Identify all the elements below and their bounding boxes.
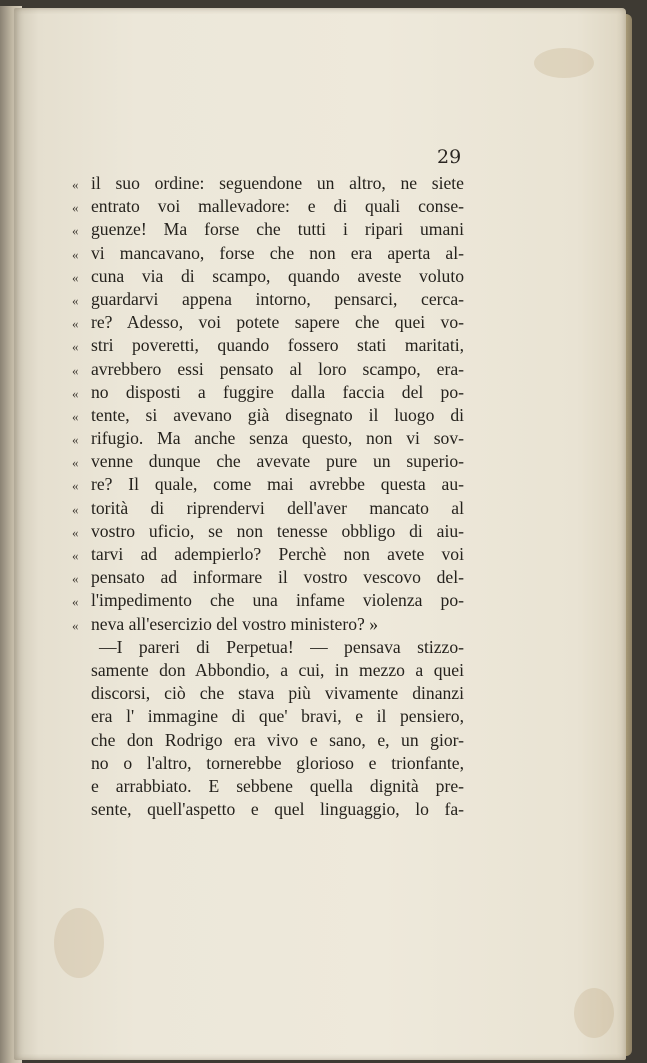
quote-mark: « [72,362,79,378]
text-line [72,265,464,288]
quote-mark: « [72,455,79,471]
line-text: il suo ordine: seguendone un altro, ne siete [91,173,464,193]
quote-mark: « [72,292,79,308]
quote-mark: « [72,177,79,192]
text-line [72,473,464,496]
text-line [72,520,464,543]
text-line [72,195,464,218]
text-line [72,334,464,357]
quote-mark: « [72,316,79,332]
text-line [72,613,464,636]
line-text: venne dunque che avevate pure un superio- [91,451,464,472]
quote-mark: « [72,408,79,424]
quote-mark: « [72,246,79,262]
line-text: —I pareri di Perpetua! — pensava stizzo- [99,636,464,657]
text-line [72,729,464,752]
line-text: vostro uficio, se non tenesse obbligo di aiu- [91,520,464,541]
text-line [72,543,464,566]
text-line [72,311,464,334]
line-text: rifugio. Ma anche senza questo, non vi sov- [91,428,464,449]
line-text: pensato ad informare il vostro vescovo del- [91,567,464,588]
quote-mark: « [72,524,79,540]
quote-mark: « [72,548,79,563]
line-text: tarvi ad adempierlo? Perchè non avete voi [91,544,464,564]
line-text: discorsi, ciò che stava più vivamente dinanzi [91,683,464,704]
paper-stain [54,908,104,978]
quote-mark: « [72,478,79,494]
text-line [72,218,464,241]
text-line [72,775,464,798]
line-text: guenze! Ma forse che tutti i ripari umani [91,219,464,240]
line-text: guardarvi appena intorno, pensarci, cerca- [91,288,464,309]
text-line [72,798,464,821]
text-line [72,450,464,473]
page-number: 29 [437,146,462,168]
text-line [72,404,464,427]
line-text: cuna via di scampo, quando aveste voluto [91,265,464,286]
text-line [72,659,464,682]
line-text: sente, quell'aspetto e quel linguaggio, lo fa- [91,799,464,820]
line-text: avrebbero essi pensato al loro scampo, era- [91,358,464,379]
quote-mark: « [72,223,79,239]
line-text: e arrabbiato. E sebbene quella dignità pre- [91,775,464,796]
line-text: tente, si avevano già disegnato il luogo di [91,404,464,425]
line-text: vi mancavano, forse che non era aperta al- [91,242,464,263]
body-text [72,172,464,821]
text-line [72,636,464,659]
text-line [72,566,464,589]
text-line [72,752,464,775]
line-text: l'impedimento che una infame violenza po- [91,590,464,611]
quote-mark: « [72,269,79,285]
paper-stain [574,988,614,1038]
text-line [72,497,464,520]
quote-mark: « [72,594,79,610]
text-line [72,172,464,195]
line-text: samente don Abbondio, a cui, in mezzo a quei [91,659,464,680]
line-text: no o l'altro, tornerebbe glorioso e trionfante, [91,752,464,773]
quote-mark: « [72,617,79,633]
quote-mark: « [72,200,79,216]
text-line [72,427,464,450]
quote-mark: « [72,432,79,448]
quote-mark: « [72,501,79,517]
line-text: re? Il quale, come mai avrebbe questa au- [91,474,464,495]
paper-stain [534,48,594,78]
text-line [72,705,464,728]
text-line [72,589,464,612]
text-line [72,358,464,381]
text-line [72,242,464,265]
text-line [72,288,464,311]
line-text: che don Rodrigo era vivo e sano, e, un gior- [91,729,464,750]
line-text: torità di riprendervi dell'aver mancato al [91,497,464,518]
line-text: era l' immagine di que' bravi, e il pensiero, [91,706,464,727]
text-line [72,381,464,404]
line-text: stri poveretti, quando fossero stati maritati, [91,335,464,356]
quote-mark: « [72,339,79,355]
text-line [72,682,464,705]
line-text: neva all'esercizio del vostro ministero? » [91,613,379,634]
line-text: entrato voi mallevadore: e di quali conse- [91,196,464,217]
line-text: re? Adesso, voi potete sapere che quei vo- [91,312,464,333]
line-text: no disposti a fuggire dalla faccia del po- [91,381,464,402]
quote-mark: « [72,571,79,587]
quote-mark: « [72,385,79,401]
